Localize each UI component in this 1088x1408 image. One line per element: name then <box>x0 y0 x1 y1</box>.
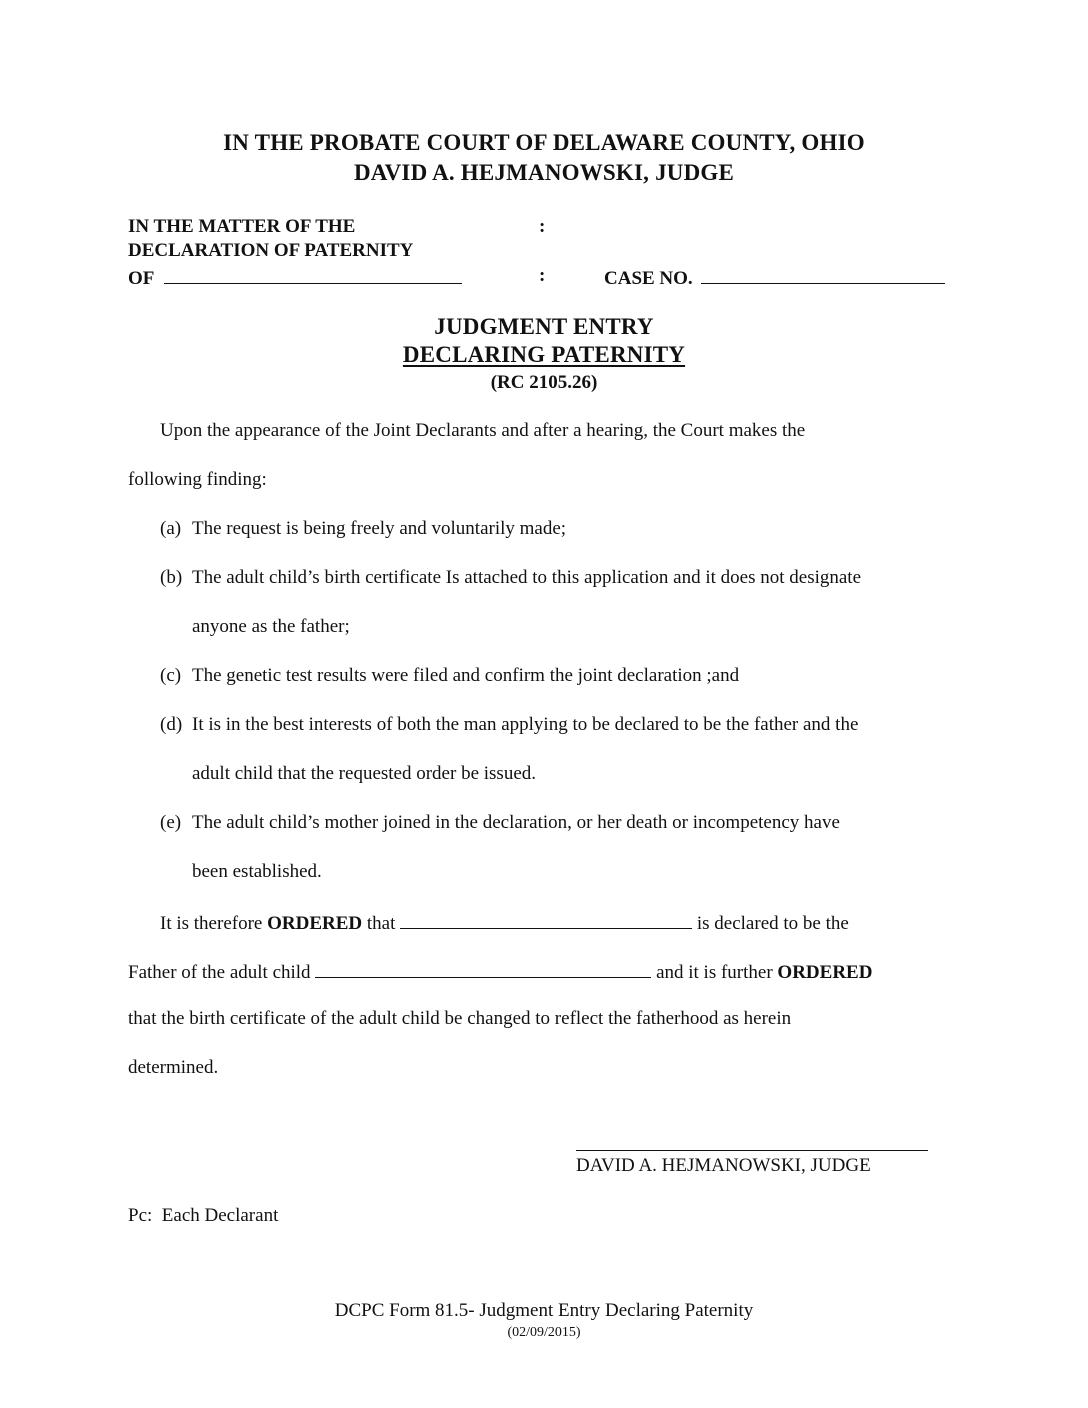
order-line3: that the birth certificate of the adult child be changed to reflect the fatherhood as herein <box>128 1008 792 1029</box>
finding-e-text-cont: been established. <box>192 861 322 882</box>
caption-line2: DECLARATION OF PATERNITY <box>128 240 414 261</box>
finding-a-text: The request is being freely and voluntarily made; <box>192 518 567 539</box>
title-declaring-paternity: DECLARING PATERNITY <box>402 342 686 367</box>
ordered-emphasis-2: ORDERED <box>777 962 873 983</box>
caption-line1: IN THE MATTER OF THE <box>128 216 356 237</box>
judge-heading: DAVID A. HEJMANOWSKI, JUDGE <box>353 160 735 185</box>
intro-line1: Upon the appearance of the Joint Declarants and after a hearing, the Court makes the <box>160 420 806 441</box>
signature-judge-name: DAVID A. HEJMANOWSKI, JUDGE <box>576 1155 871 1176</box>
pc-label: Pc: <box>128 1205 153 1226</box>
order-line2: Father of the adult child and it is further ORDERED <box>128 959 872 984</box>
party-name-blank[interactable] <box>164 265 462 284</box>
adult-child-name-blank[interactable] <box>315 959 651 978</box>
of-label: OF <box>128 268 154 289</box>
title-judgment-entry: JUDGMENT ENTRY <box>434 314 654 339</box>
finding-b-text: The adult child’s birth certificate Is attached to this application and it does not designate <box>192 567 862 588</box>
footer-form-date: (02/09/2015) <box>507 1325 581 1340</box>
pc-line <box>128 1205 278 1227</box>
finding-c-text: The genetic test results were filed and confirm the joint declaration ;and <box>192 665 740 686</box>
caption-colon-2: : <box>539 265 546 286</box>
order-line1: It is therefore ORDERED that is declared to be the <box>160 910 849 935</box>
finding-e-text: The adult child’s mother joined in the declaration, or her death or incompetency have <box>192 812 840 833</box>
finding-d-text: It is in the best interests of both the man applying to be declared to be the father and the <box>192 714 859 735</box>
caption-of-row <box>128 265 462 290</box>
caption-colon-1: : <box>539 216 546 237</box>
finding-b-marker: (b) <box>160 567 183 588</box>
finding-e-marker: (e) <box>160 812 182 833</box>
pc-value: Each Declarant <box>161 1205 279 1226</box>
signature-line[interactable] <box>576 1150 928 1151</box>
case-number-blank[interactable] <box>701 265 945 284</box>
title-statute: (RC 2105.26) <box>490 372 598 393</box>
intro-line2: following finding: <box>128 469 267 490</box>
finding-d-marker: (d) <box>160 714 183 735</box>
finding-b-text-cont: anyone as the father; <box>192 616 350 637</box>
finding-c-marker: (c) <box>160 665 182 686</box>
ordered-emphasis-1: ORDERED <box>267 913 363 934</box>
case-number-label: CASE NO. <box>604 268 693 289</box>
order-line4: determined. <box>128 1057 219 1078</box>
case-number-row <box>604 265 945 290</box>
finding-a-marker: (a) <box>160 518 182 539</box>
finding-d-text-cont: adult child that the requested order be issued. <box>192 763 537 784</box>
footer-form-name: DCPC Form 81.5- Judgment Entry Declaring Paternity <box>334 1300 754 1321</box>
court-heading: IN THE PROBATE COURT OF DELAWARE COUNTY, OHIO <box>223 130 865 155</box>
father-name-blank[interactable] <box>400 910 692 929</box>
